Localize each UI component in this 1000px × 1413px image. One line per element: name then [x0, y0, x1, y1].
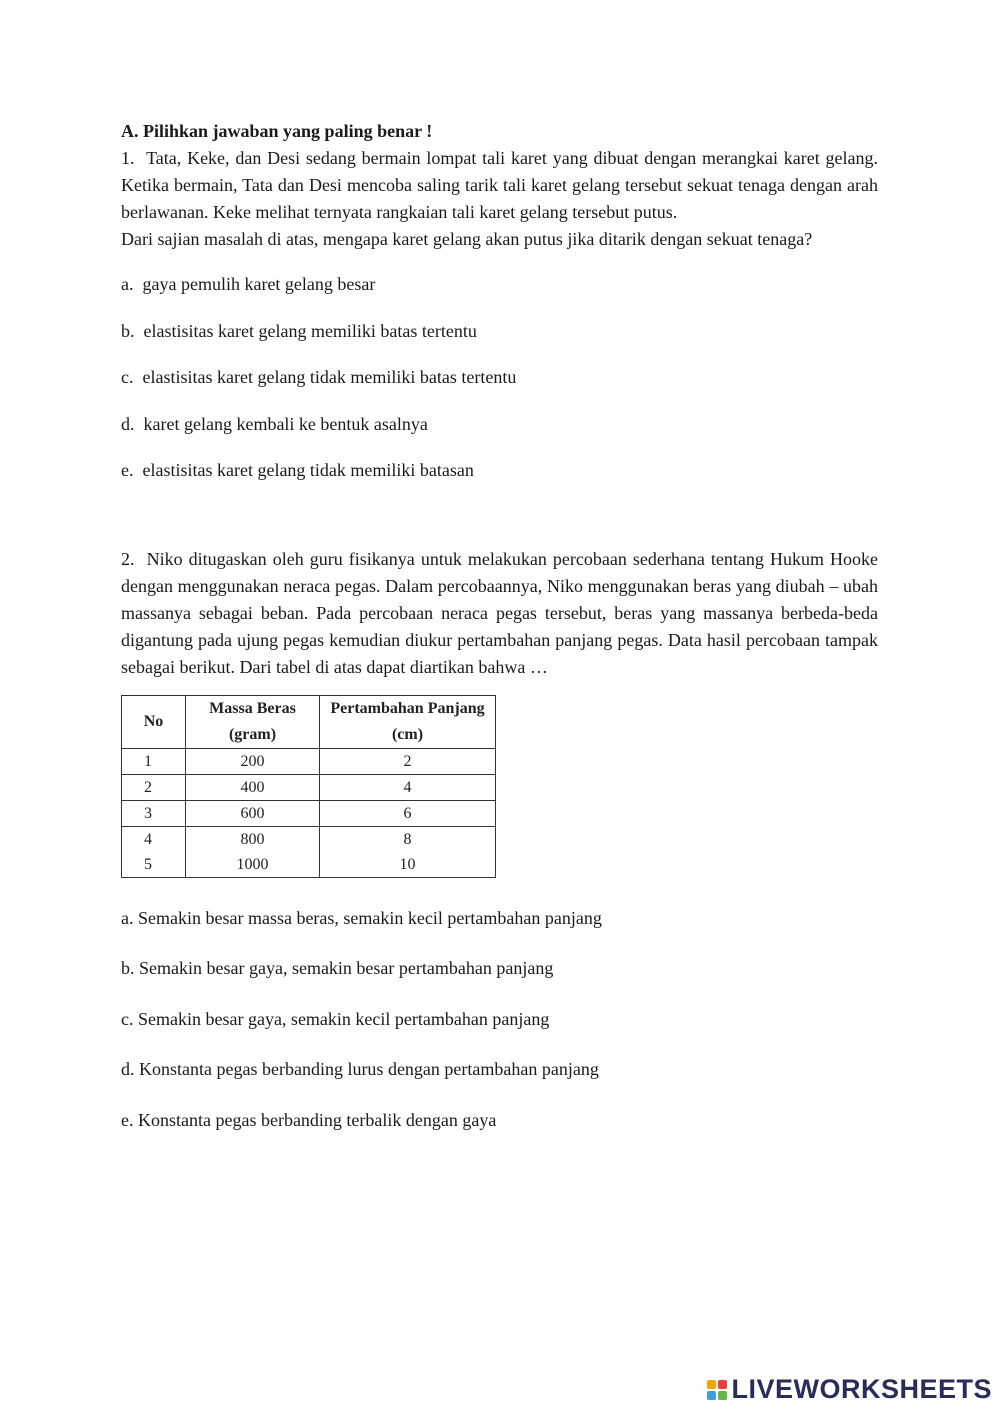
question-2-options [121, 905, 878, 1158]
table-row [122, 748, 496, 774]
q1-option-a[interactable]: a. gaya pemulih karet gelang besar [121, 274, 376, 294]
table-cell: 1000 [186, 852, 320, 878]
table-cell: 800 [186, 826, 320, 852]
table-header-extension: Pertambahan Panjang (cm) [320, 695, 496, 748]
table-row [122, 800, 496, 826]
liveworksheets-logo[interactable] [707, 1374, 992, 1405]
q2-option-b[interactable]: b. Semakin besar gaya, semakin besar pertambahan panjang [121, 958, 554, 978]
q2-option-a[interactable]: a. Semakin besar massa beras, semakin kecil pertambahan panjang [121, 907, 602, 928]
table-cell: 10 [320, 852, 496, 878]
table-cell: 4 [320, 774, 496, 800]
table-header-mass: Massa Beras (gram) [186, 695, 320, 748]
section-heading: A. Pilihkan jawaban yang paling benar ! [121, 121, 433, 141]
data-table [121, 695, 496, 878]
table-cell: 3 [122, 800, 186, 826]
q1-option-c[interactable]: c. elastisitas karet gelang tidak memiliki batas tertentu [121, 367, 517, 387]
question-1-text: 1. Tata, Keke, dan Desi sedang bermain lompat tali karet yang dibuat dengan merangkai karet gelang. Ketika bermain, Tata dan Desi mencoba saling tarik tali karet gelang tersebut sekuat tenaga dengan arah berlawanan. Keke melihat ternyata rangkaian tali karet gelang tersebut putus. [121, 148, 878, 222]
question-2 [121, 546, 878, 1158]
question-1-options [121, 271, 878, 504]
table-cell: 400 [186, 774, 320, 800]
table-cell: 4 [122, 826, 186, 852]
q1-option-b[interactable]: b. elastisitas karet gelang memiliki batas tertentu [121, 320, 477, 341]
worksheet-page [121, 118, 878, 1157]
q2-option-e[interactable]: e. Konstanta pegas berbanding terbalik dengan gaya [121, 1109, 497, 1130]
table-cell: 2 [122, 774, 186, 800]
logo-text: LIVEWORKSHEETS [731, 1374, 992, 1404]
logo-square [718, 1380, 727, 1389]
table-cell: 8 [320, 826, 496, 852]
table-cell: 5 [122, 852, 186, 878]
table-cell: 600 [186, 800, 320, 826]
table-row [122, 826, 496, 852]
question-1 [121, 145, 878, 504]
logo-square [707, 1380, 716, 1389]
table-row [122, 774, 496, 800]
table-header-no: No [122, 695, 186, 748]
logo-mark-icon [707, 1380, 727, 1400]
question-1-prompt: Dari sajian masalah di atas, mengapa karet gelang akan putus jika ditarik dengan sekuat tenaga? [121, 229, 813, 249]
q2-option-d[interactable]: d. Konstanta pegas berbanding lurus dengan pertambahan panjang [121, 1059, 599, 1079]
table-cell: 200 [186, 748, 320, 774]
table-cell: 2 [320, 748, 496, 774]
q1-option-e[interactable]: e. elastisitas karet gelang tidak memiliki batasan [121, 460, 474, 480]
q2-option-c[interactable]: c. Semakin besar gaya, semakin kecil pertambahan panjang [121, 1008, 550, 1029]
q1-option-d[interactable]: d. karet gelang kembali ke bentuk asalnya [121, 413, 428, 434]
logo-square [718, 1391, 727, 1400]
table-cell: 6 [320, 800, 496, 826]
table-row [122, 852, 496, 878]
table-cell: 1 [122, 748, 186, 774]
logo-square [707, 1391, 716, 1400]
question-2-text: 2. Niko ditugaskan oleh guru fisikanya untuk melakukan percobaan sederhana tentang Hukum Hooke dengan menggunakan neraca pegas. Dalam percobaannya, Niko menggunakan beras yang diubah – ubah massanya sebagai beban. Pada percobaan neraca pegas tersebut, beras yang massanya berbeda-beda digantung pada ujung pegas kemudian diukur pertambahan panjang pegas. Data hasil percobaan tampak sebagai berikut. Dari tabel di atas dapat diartikan bahwa … [121, 548, 878, 677]
